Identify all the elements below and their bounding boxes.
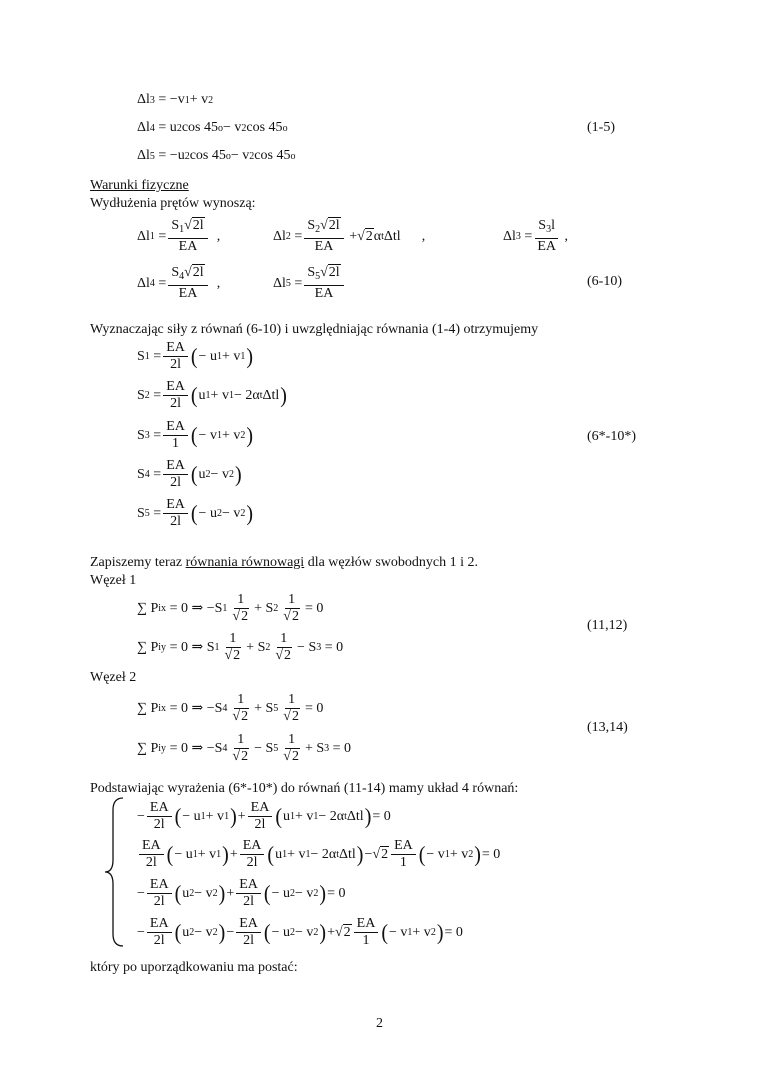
paragraph-zapiszemy — [90, 555, 478, 571]
eq-dl1: Δl 1 = $\frac{S_1√2l}{EA}$ , — [137, 218, 221, 254]
eq-dl2: Δl 2 = $\frac{S_2√2l}{EA}$ + √2 α t Δtl , — [273, 218, 426, 254]
system-eq-4: − $\frac{EA}{2l}$ ( u 2 − v 2 ) − $\frac{EA}{2l}$ ( − u 2 − v 2 ) + √2 $\frac{EA}{1}$ ( − v 1 + v 2 ) = 0 — [137, 916, 463, 948]
zapiszemy-underlined: równania równowagi — [185, 555, 305, 570]
section-heading-warunki: Warunki fizyczne — [90, 178, 189, 193]
paragraph-wydluzenia: Wydłużenia prętów wynoszą: — [90, 196, 256, 211]
eq-sum-piy-1: ∑ P iy = 0 ⇒ S 1 $\frac{1}{√2}$ + S 2 $\frac{1}{√2}$ − S 3 = 0 — [137, 631, 344, 663]
eq-dl3: Δl 3 = −v 1 + v 2 — [137, 92, 214, 107]
eq-dl3b: Δl 3 = $\frac{S_3l}{EA}$ , — [503, 218, 568, 254]
heading-wezel-2: Węzeł 2 — [90, 670, 137, 685]
zapiszemy-text-a: Zapiszemy teraz — [90, 555, 186, 570]
eq-S2: S 2 = $\frac{EA}{2l}$ ( u 1 + v 1 − 2α t Δtl ) — [137, 379, 287, 411]
paragraph-podstawiajac: Podstawiając wyrażenia (6*-10*) do równań (11-14) mamy układ 4 równań: — [90, 781, 519, 796]
page-number: 2 — [376, 1016, 383, 1031]
system-eq-1: − $\frac{EA}{2l}$ ( − u 1 + v 1 ) + $\frac{EA}{2l}$ ( u 1 + v 1 − 2α t Δtl ) = 0 — [137, 800, 391, 832]
eq-dl5b: Δl 5 = $\frac{S_5√2l}{EA}$ — [273, 265, 346, 302]
equation-tag-6-10: (6-10) — [587, 274, 622, 289]
eq-S3: S 3 = $\frac{EA}{1}$ ( − v 1 + v 2 ) — [137, 419, 254, 451]
equation-tag-1-5: (1-5) — [587, 120, 615, 135]
eq-sum-pix-2: ∑ P ix = 0 ⇒ −S 4 $\frac{1}{√2}$ + S 5 $\frac{1}{√2}$ = 0 — [137, 692, 324, 724]
system-eq-2: $\frac{EA}{2l}$ ( − u 1 + v 1 ) + $\frac{EA}{2l}$ ( u 1 + v 1 − 2α t Δtl ) − √2 $\frac{EA}{1}$ ( − v 1 + v 2 ) = 0 — [137, 838, 500, 871]
system-eq-3: − $\frac{EA}{2l}$ ( u 2 − v 2 ) + $\frac{EA}{2l}$ ( − u 2 − v 2 ) = 0 — [137, 877, 346, 909]
equation-tag-13-14: (13,14) — [587, 720, 628, 735]
eq-sum-pix-1: ∑ P ix = 0 ⇒ −S 1 $\frac{1}{√2}$ + S 2 $\frac{1}{√2}$ = 0 — [137, 592, 324, 624]
eq-dl4: Δl 4 = u 2 cos 45 o − v 2 cos 45 o — [137, 120, 288, 135]
paragraph-wyznaczajac: Wyznaczając siły z równań (6-10) i uwzględniając równania (1-4) otrzymujemy — [90, 322, 539, 337]
eq-sum-piy-2: ∑ P iy = 0 ⇒ −S 4 $\frac{1}{√2}$ − S 5 $\frac{1}{√2}$ + S 3 = 0 — [137, 732, 352, 764]
heading-wezel-1: Węzeł 1 — [90, 573, 137, 588]
eq-dl5: Δl 5 = −u 2 cos 45 o − v 2 cos 45 o — [137, 148, 296, 163]
equation-tag-11-12: (11,12) — [587, 618, 628, 633]
eq-S4: S 4 = $\frac{EA}{2l}$ ( u 2 − v 2 ) — [137, 458, 242, 490]
eq-S1: S 1 = $\frac{EA}{2l}$ ( − u 1 + v 1 ) — [137, 340, 254, 372]
zapiszemy-text-b: dla węzłów swobodnych 1 i 2. — [304, 555, 479, 570]
eq-S5: S 5 = $\frac{EA}{2l}$ ( − u 2 − v 2 ) — [137, 497, 254, 529]
equation-tag-6-10-star: (6*-10*) — [587, 429, 636, 444]
eq-dl4b: Δl 4 = $\frac{S_4√2l}{EA}$ , — [137, 265, 221, 301]
paragraph-ktory: który po uporządkowaniu ma postać: — [90, 960, 298, 975]
system-brace — [103, 796, 125, 948]
